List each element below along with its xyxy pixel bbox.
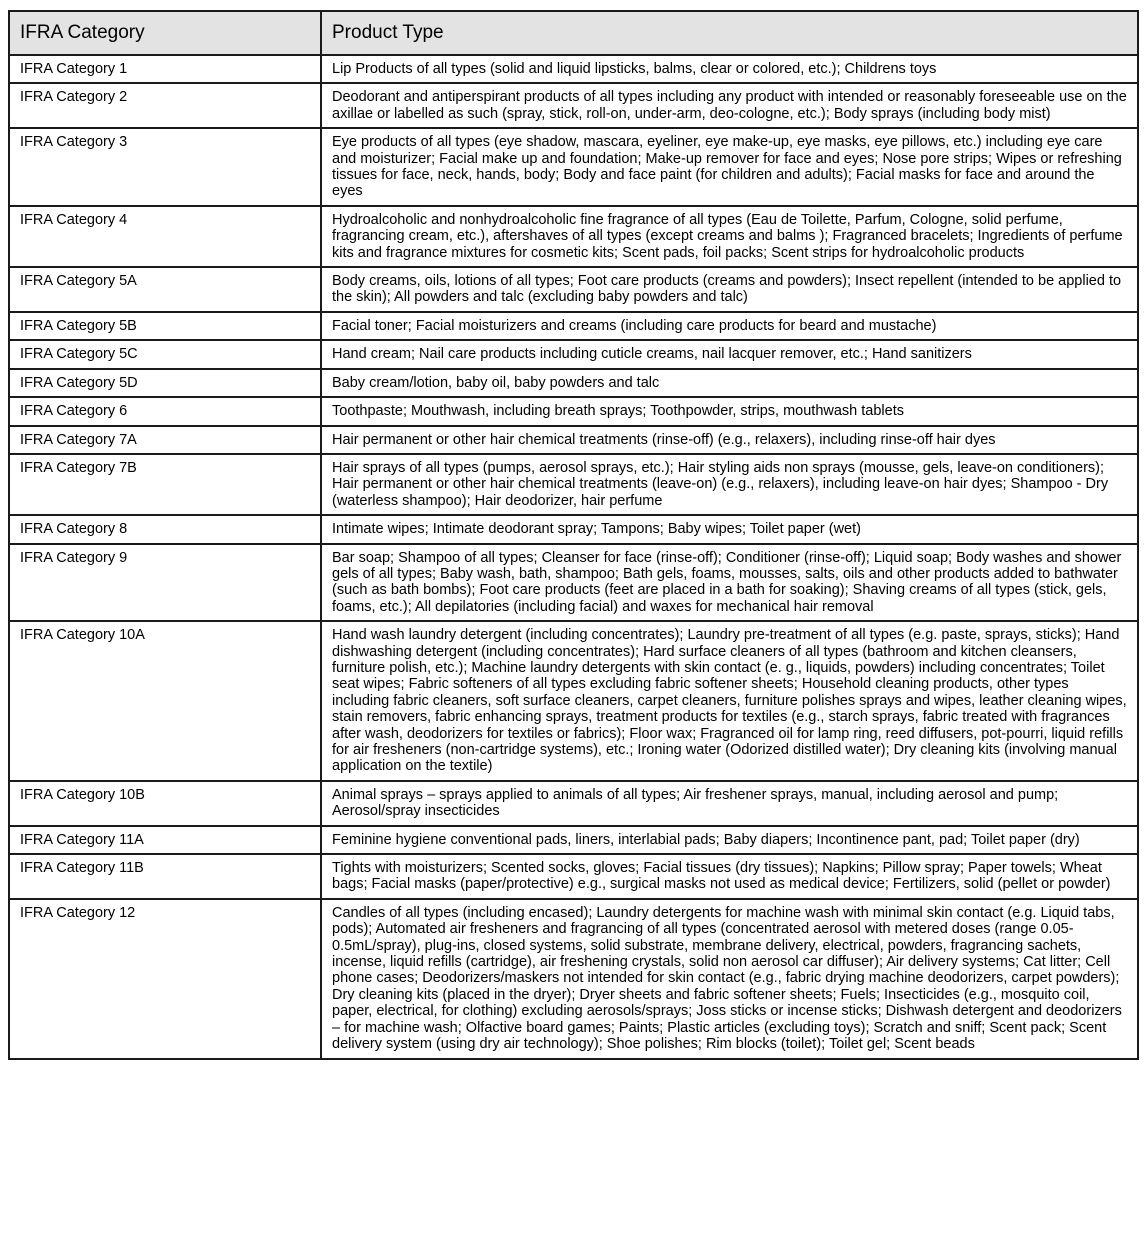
- product-type-cell: Hand wash laundry detergent (including concentrates); Laundry pre-treatment of all types (e.g. paste, sprays, sticks); Hand dishwashing detergent (including concentrates); Hard surface cleaners of all types (bathroom and kitchen cleansers, furniture polish, etc.); Machine laundry detergents with skin contact (e. g., liquids, powders) including concentrates; Toilet seat wipes; Fabric softeners of all types excluding fabric softener sheets; Household cleaning products, other types including fabric cleaners, soft surface cleaners, carpet cleaners, furniture polishes sprays and wipes, leather cleaning wipes, stain removers, fabric enhancing sprays, treatment products for textiles (e.g., starch sprays, fabric treated with fragrances after wash, deodorizers for textiles or fabrics); Floor wax; Fragranced oil for lamp ring, reed diffusers, pot-pourri, liquid refills for air fresheners (non-cartridge systems), etc.; Ironing water (Odorized distilled water); Dry cleaning kits (involving manual application on the textile): [321, 621, 1138, 781]
- category-cell: IFRA Category 3: [9, 128, 321, 206]
- table-row: [9, 426, 1138, 454]
- category-cell: IFRA Category 4: [9, 206, 321, 267]
- product-type-cell: Facial toner; Facial moisturizers and creams (including care products for beard and mustache): [321, 312, 1138, 340]
- table-row: [9, 312, 1138, 340]
- table-row: [9, 899, 1138, 1059]
- table-row: [9, 454, 1138, 515]
- table-row: [9, 781, 1138, 826]
- header-row: [9, 11, 1138, 55]
- table-row: [9, 369, 1138, 397]
- table-row: [9, 206, 1138, 267]
- category-cell: IFRA Category 5D: [9, 369, 321, 397]
- product-type-cell: Deodorant and antiperspirant products of all types including any product with intended or reasonably foreseeable use on the axillae or labelled as such (spray, stick, roll-on, under-arm, deo-cologne, etc.); Body sprays (including body mist): [321, 83, 1138, 128]
- product-type-cell: Animal sprays – sprays applied to animals of all types; Air freshener sprays, manual, including aerosol and pump; Aerosol/spray insecticides: [321, 781, 1138, 826]
- table-row: [9, 515, 1138, 543]
- category-cell: IFRA Category 8: [9, 515, 321, 543]
- product-type-cell: Candles of all types (including encased); Laundry detergents for machine wash with minimal skin contact (e.g. Liquid tabs, pods); Automated air fresheners and fragrancing of all types (concentrated aerosol with metered doses (range 0.05-0.5mL/spray), plug-ins, closed systems, solid substrate, membrane delivery, electrical, powders, fragrancing sachets, incense, liquid refills (cartridge), air freshening crystals, solid non aerosol car diffuser); Air delivery systems; Cat litter; Cell phone cases; Deodorizers/maskers not intended for skin contact (e.g., fabric drying machine deodorizers, carpet powders); Dry cleaning kits (placed in the dryer); Dryer sheets and fabric softener sheets; Fuels; Insecticides (e.g., mosquito coil, paper, electrical, for clothing) excluding aerosols/sprays; Joss sticks or incense sticks; Dishwash detergent and deodorizers – for machine wash; Olfactive board games; Paints; Plastic articles (excluding toys); Scratch and sniff; Scent pack; Scent delivery system (using dry air technology); Shoe polishes; Rim blocks (toilet); Toilet gel; Scent beads: [321, 899, 1138, 1059]
- table-row: [9, 544, 1138, 622]
- table-row: [9, 397, 1138, 425]
- category-cell: IFRA Category 11B: [9, 854, 321, 899]
- category-cell: IFRA Category 7B: [9, 454, 321, 515]
- product-type-cell: Body creams, oils, lotions of all types; Foot care products (creams and powders); Insect repellent (intended to be applied to the skin); All powders and talc (excluding baby powders and talc): [321, 267, 1138, 312]
- header-ifra-category: IFRA Category: [9, 11, 321, 55]
- category-cell: IFRA Category 2: [9, 83, 321, 128]
- category-cell: IFRA Category 9: [9, 544, 321, 622]
- table-row: [9, 854, 1138, 899]
- table-row: [9, 83, 1138, 128]
- table-body: [9, 55, 1138, 1059]
- category-cell: IFRA Category 12: [9, 899, 321, 1059]
- product-type-cell: Hair permanent or other hair chemical treatments (rinse-off) (e.g., relaxers), including rinse-off hair dyes: [321, 426, 1138, 454]
- category-cell: IFRA Category 5C: [9, 340, 321, 368]
- table-row: [9, 340, 1138, 368]
- table-row: [9, 267, 1138, 312]
- category-cell: IFRA Category 10B: [9, 781, 321, 826]
- ifra-category-table: [8, 10, 1139, 1060]
- header-product-type: Product Type: [321, 11, 1138, 55]
- table-row: [9, 826, 1138, 854]
- category-cell: IFRA Category 11A: [9, 826, 321, 854]
- category-cell: IFRA Category 10A: [9, 621, 321, 781]
- product-type-cell: Baby cream/lotion, baby oil, baby powders and talc: [321, 369, 1138, 397]
- category-cell: IFRA Category 6: [9, 397, 321, 425]
- table-row: [9, 128, 1138, 206]
- product-type-cell: Hand cream; Nail care products including cuticle creams, nail lacquer remover, etc.; Hand sanitizers: [321, 340, 1138, 368]
- product-type-cell: Feminine hygiene conventional pads, liners, interlabial pads; Baby diapers; Incontinence pant, pad; Toilet paper (dry): [321, 826, 1138, 854]
- category-cell: IFRA Category 1: [9, 55, 321, 83]
- product-type-cell: Lip Products of all types (solid and liquid lipsticks, balms, clear or colored, etc.); Childrens toys: [321, 55, 1138, 83]
- category-cell: IFRA Category 7A: [9, 426, 321, 454]
- product-type-cell: Hydroalcoholic and nonhydroalcoholic fine fragrance of all types (Eau de Toilette, Parfum, Cologne, solid perfume, fragrancing cream, etc.), aftershaves of all types (except creams and balms ); Fragranced bracelets; Ingredients of perfume kits and fragrance mixtures for cosmetic kits; Scent pads, foil packs; Scent strips for hydroalcoholic products: [321, 206, 1138, 267]
- product-type-cell: Tights with moisturizers; Scented socks, gloves; Facial tissues (dry tissues); Napkins; Pillow spray; Paper towels; Wheat bags; Facial masks (paper/protective) e.g., surgical masks not used as medical device; Fertilizers, solid (pellet or powder): [321, 854, 1138, 899]
- table-row: [9, 621, 1138, 781]
- table-row: [9, 55, 1138, 83]
- product-type-cell: Toothpaste; Mouthwash, including breath sprays; Toothpowder, strips, mouthwash tablets: [321, 397, 1138, 425]
- product-type-cell: Bar soap; Shampoo of all types; Cleanser for face (rinse-off); Conditioner (rinse-off); Liquid soap; Body washes and shower gels of all types; Baby wash, bath, shampoo; Bath gels, foams, mousses, salts, oils and other products added to bathwater (such as bath bombs); Foot care products (feet are placed in a bath for soaking); Shaving creams of all types (stick, gels, foams, etc.); All depilatories (including facial) and waxes for mechanical hair removal: [321, 544, 1138, 622]
- product-type-cell: Intimate wipes; Intimate deodorant spray; Tampons; Baby wipes; Toilet paper (wet): [321, 515, 1138, 543]
- product-type-cell: Hair sprays of all types (pumps, aerosol sprays, etc.); Hair styling aids non sprays (mousse, gels, leave-on conditioners); Hair permanent or other hair chemical treatments (leave-on) (e.g., relaxers), including leave-on hair dyes; Shampoo - Dry (waterless shampoo); Hair deodorizer, hair perfume: [321, 454, 1138, 515]
- category-cell: IFRA Category 5A: [9, 267, 321, 312]
- product-type-cell: Eye products of all types (eye shadow, mascara, eyeliner, eye make-up, eye masks, eye pillows, etc.) including eye care and moisturizer; Facial make up and foundation; Make-up remover for face and eyes; Nose pore strips; Wipes or refreshing tissues for face, neck, hands, body; Body and face paint (for children and adults); Facial masks for face and around the eyes: [321, 128, 1138, 206]
- category-cell: IFRA Category 5B: [9, 312, 321, 340]
